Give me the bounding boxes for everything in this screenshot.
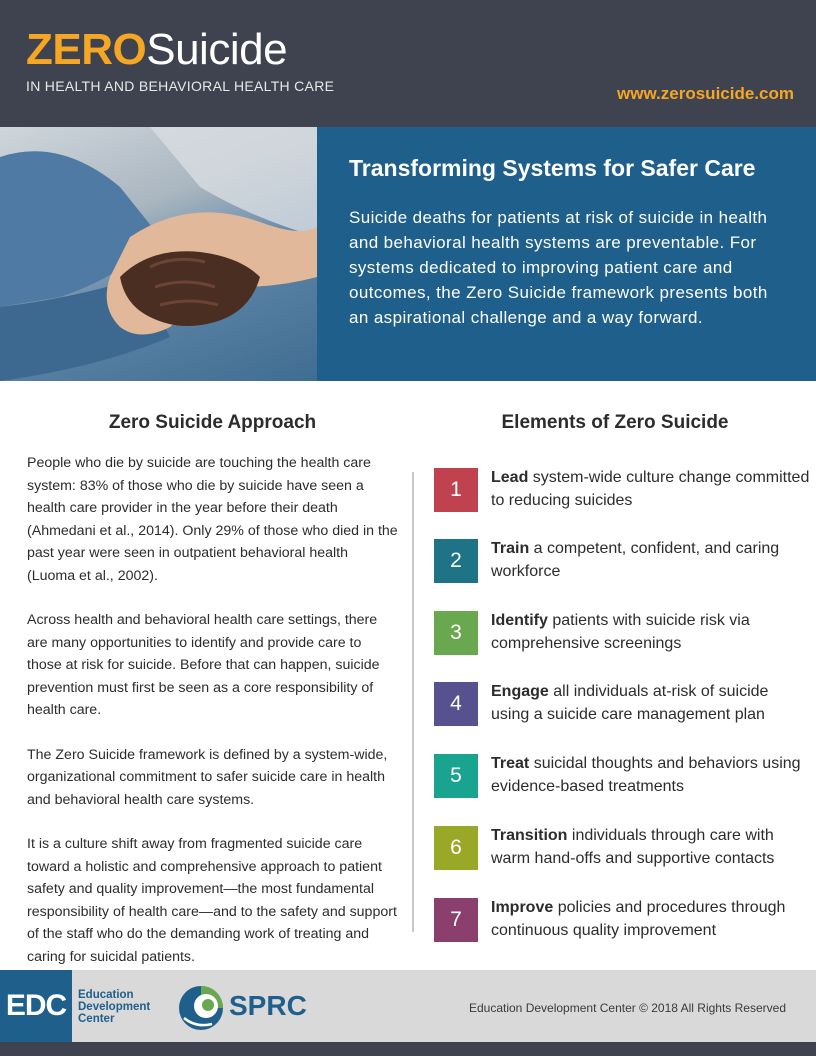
- footer: [0, 970, 816, 1042]
- element-number: 7: [434, 898, 478, 942]
- element-text: [491, 824, 811, 870]
- edc-name-line: Center: [78, 1013, 115, 1025]
- element-item-transition: [434, 826, 809, 872]
- element-item-identify: [434, 611, 809, 657]
- element-item-train: [434, 539, 809, 585]
- edc-name-line: Education: [78, 989, 134, 1001]
- element-text: [491, 752, 811, 798]
- element-keyword: Identify: [491, 612, 548, 629]
- footer-bottom-bar: [0, 1042, 816, 1056]
- zero-suicide-logo: [26, 26, 287, 74]
- sprc-logo-text: SPRC: [229, 990, 307, 1021]
- element-number: 5: [434, 754, 478, 798]
- element-description: individuals through care with warm hand-offs and supportive contacts: [491, 827, 775, 867]
- approach-paragraph: Across health and behavioral health care settings, there are many opportunities to identify and provide care to those at risk for suicide. Before that can happen, suicide prevention must first be seen as a core responsibility of health care.: [27, 612, 380, 718]
- element-text: [491, 609, 811, 655]
- copyright: Education Development Center © 2018 All Rights Reserved: [468, 1001, 786, 1015]
- element-item-improve: [434, 898, 809, 944]
- element-item-engage: [434, 682, 809, 728]
- approach-heading: Zero Suicide Approach: [108, 412, 317, 433]
- element-keyword: Engage: [491, 683, 549, 700]
- element-number: 4: [434, 682, 478, 726]
- header: [0, 0, 816, 127]
- hero-panel: [317, 127, 816, 381]
- element-description: all individuals at-risk of suicide using a suicide care management plan: [491, 683, 769, 723]
- element-description: system-wide culture change committed to reducing suicides: [491, 469, 810, 509]
- element-number: 2: [434, 539, 478, 583]
- element-text: [491, 680, 811, 726]
- elements-heading: Elements of Zero Suicide: [501, 412, 729, 433]
- hands-illustration: [0, 127, 317, 381]
- element-item-treat: [434, 754, 809, 800]
- edc-full-name: [78, 989, 150, 1025]
- sprc-logo-icon: [176, 978, 226, 1034]
- element-number: 6: [434, 826, 478, 870]
- element-keyword: Lead: [491, 469, 529, 486]
- hero-text: Suicide deaths for patients at risk of suicide in health and behavioral health systems are preventable. For systems dedicated to improving patient care and outcomes, the Zero Suicide framework presents both an aspirational challenge and a way forward.: [349, 208, 768, 327]
- website-link[interactable]: www.zerosuicide.com: [617, 84, 794, 103]
- logo-suicide: Suicide: [146, 25, 288, 74]
- element-text: [491, 466, 811, 512]
- approach-paragraph: It is a culture shift away from fragmented suicide care toward a holistic and comprehensive approach to patient safety and quality improvement—the most fundamental responsibility of health care—and to the safety and support of the staff who do the demanding work of treating and caring for suicidal patients.: [27, 836, 397, 965]
- element-text: [491, 537, 811, 583]
- element-item-lead: [434, 468, 809, 514]
- element-keyword: Transition: [491, 827, 568, 844]
- element-keyword: Improve: [491, 899, 554, 916]
- element-text: [491, 896, 811, 942]
- approach-body: [27, 452, 399, 990]
- element-number: 1: [434, 468, 478, 512]
- element-description: suicidal thoughts and behaviors using evidence-based treatments: [491, 755, 801, 795]
- hero-title: Transforming Systems for Safer Care: [349, 155, 756, 181]
- hero-photo-holding-hands: [0, 127, 317, 381]
- element-description: a competent, confident, and caring workforce: [491, 540, 780, 580]
- element-number: 3: [434, 611, 478, 655]
- element-keyword: Treat: [491, 755, 530, 772]
- logo-zero: ZERO: [26, 25, 147, 74]
- element-description: policies and procedures through continuous quality improvement: [491, 899, 786, 939]
- element-keyword: Train: [491, 540, 530, 557]
- edc-logo: EDC: [0, 970, 72, 1042]
- edc-name-line: Development: [78, 1001, 151, 1013]
- column-divider: [412, 472, 414, 932]
- logo-subtitle: IN HEALTH AND BEHAVIORAL HEALTH CARE: [26, 78, 335, 94]
- approach-paragraph: People who die by suicide are touching the health care system: 83% of those who die by suicide have seen a health care provider in the year before their death (Ahmedani et al., 2014). Only 29% of those who died in the past year were seen in outpatient behavioral health (Luoma et al., 2002).: [27, 455, 398, 584]
- element-description: patients with suicide risk via comprehensive screenings: [491, 612, 750, 652]
- approach-paragraph: The Zero Suicide framework is defined by a system-wide, organizational commitment to safer suicide care in health and behavioral health care systems.: [27, 746, 388, 808]
